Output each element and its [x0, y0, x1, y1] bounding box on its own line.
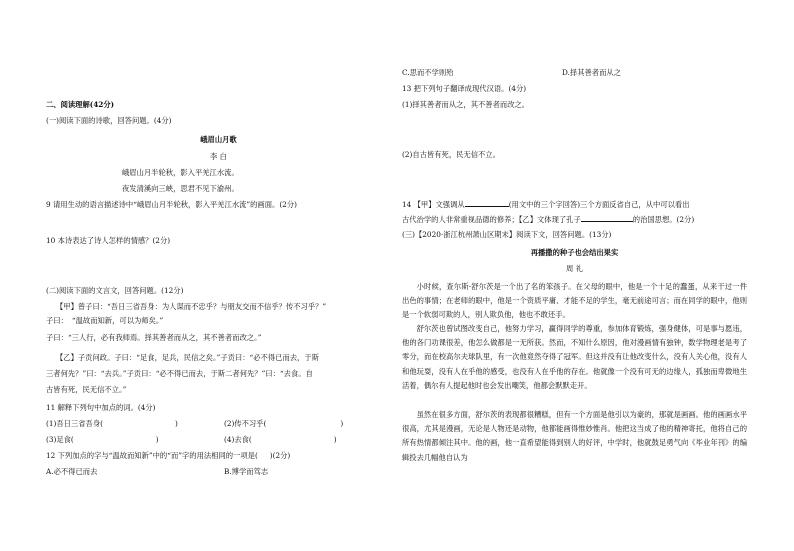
- poem-line-2: 夜发清溪向三峡，思君不见下渝州。: [122, 184, 239, 193]
- question-14-line-1: 14 【甲】文强调从 (用文中的三个字回答)三个方面反省自己，从中可以看出: [402, 200, 690, 209]
- q14-blank-2[interactable]: [581, 221, 633, 222]
- essay-author: 周 礼: [566, 264, 583, 273]
- poem-title: 峨眉山月歌: [200, 135, 237, 144]
- section-title: 二、阅读理解(42分): [46, 100, 115, 109]
- essay-paragraph-3: 虽然在很多方面，舒尔茨的表现都很糟糕，但有一个方面是他引以为豪的，那就是画画。他的画画水平很高，尤其是漫画，无论是人物还是动物，他都能画得惟妙惟肖。他把这当成了他的精神寄托，他将自己的所有热情都倾注其中。他的画，他一直希望能得到别人的好评，中学时，他就鼓足勇气向《毕业年刊》的编辑投去几幅他自认为: [402, 410, 747, 462]
- poem-author: 李 白: [210, 152, 227, 161]
- q12-option-d: D.择其善者而从之: [562, 68, 621, 77]
- text-jia-line-4: 子曰：“三人行，必有我师焉。择其善者而从之，其不善者而改之。”: [46, 333, 262, 342]
- q11-item-4: (4)去食( ): [224, 435, 337, 444]
- q11-item-1: (1)吾日三省吾身( ): [46, 419, 178, 428]
- q11-item-2: (2)传不习乎( ): [224, 419, 344, 428]
- q12-option-c: C.思而不学则殆: [402, 68, 454, 77]
- text-yi-line-3: 古皆有死，民无信不立。”: [46, 385, 127, 394]
- essay-title: 再播撒的种子也会结出果实: [530, 248, 619, 257]
- question-9: 9 请用生动的语言描述诗中“峨眉山月半轮秋，影入平羌江水流”的画面。(2分): [46, 200, 297, 209]
- question-12: 12 下列加点的字与“温故而知新”中的“而”字的用法相同的一项是( )(2分): [46, 451, 291, 460]
- essay-paragraph-2: 舒尔茨也曾试图改变自己，他努力学习，赢得同学的尊重，参加体育锻炼，强身健体，可是事与愿违，他的各门功课很差，他怎么做都是一无所获。然而，不知什么原因，他对漫画情有独钟，数学物理老是考了零分，而在校高尔夫球队里，有一次他竟然夺得了冠军。但这并没有让他改变什么，没有人关心他，没有人和他玩耍，没有人在乎他的感受，也没有人在乎他的存在。他就像一个没有可无的边缘人，孤独而卑微地生活着，偶尔有人提起他时也会发出嘲笑，他都会默默走开。: [402, 324, 747, 390]
- essay-paragraph-1: 小时候，查尔斯·舒尔茨是一个出了名的笨孩子。在父母的眼中，他是一个十足的蠢蛋，从来干过一件出色的事情；在老师的眼中，他是一个资质平庸、才能不足的学生，毫无前途可言；而在同学的眼中，他则是一个软弱可欺的人，别人欺负他，他也不敢还手。: [402, 282, 747, 320]
- question-10: 10 本诗表达了诗人怎样的情感？(2分): [46, 236, 171, 245]
- question-13: 13 把下列句子翻译成现代汉语。(4分): [402, 84, 527, 93]
- q14-blank-1[interactable]: [465, 206, 509, 207]
- q11-item-3: (3)足食( ): [46, 435, 159, 444]
- question-14-line-2: 古代治学的人非常重视品德的修养；【乙】文体现了孔子 的治国思想。(2分): [402, 215, 695, 224]
- q13-item-2: (2)自古皆有死，民无信不立。: [402, 150, 500, 159]
- part1-intro: (一)阅读下面的诗歌，回答问题。(4分): [46, 116, 172, 125]
- part2-intro: (二)阅读下面的文言文，回答问题。(12分): [46, 286, 184, 295]
- text-yi-line-1: 【乙】子贡问政。子曰：“足食，足兵，民信之矣。”子贡曰：“必不得已而去，于斯: [56, 353, 319, 362]
- question-11: 11 解释下列句中加点的词。(4分): [46, 403, 156, 412]
- text-jia-line-2: [46, 316, 163, 326]
- part3-intro: (三)【2020·浙江杭州萧山区期末】阅读下文，回答问题。(13分): [402, 230, 612, 239]
- text-jia-ziyue: 子曰：: [46, 316, 68, 325]
- poem-line-1: 峨眉山月半轮秋，影入平羌江水流。: [122, 168, 239, 177]
- q12-option-b: B.博学而笃志: [224, 467, 269, 476]
- text-jia-wengu: “温故而知新，可以为师矣。”: [71, 316, 164, 325]
- text-jia-line-1: 【甲】曾子曰：“吾日三省吾身：为人谋而不忠乎？与朋友交而不信乎？传不习乎？”: [56, 302, 327, 311]
- q12-option-a: A.必不得已而去: [46, 467, 98, 476]
- text-yi-line-2: 三者何先？”曰：“去兵。”子贡曰：“必不得已而去，于斯二者何先？”曰：“去食。自: [46, 369, 313, 378]
- q13-item-1: (1)择其善者而从之，其不善者而改之。: [402, 100, 530, 109]
